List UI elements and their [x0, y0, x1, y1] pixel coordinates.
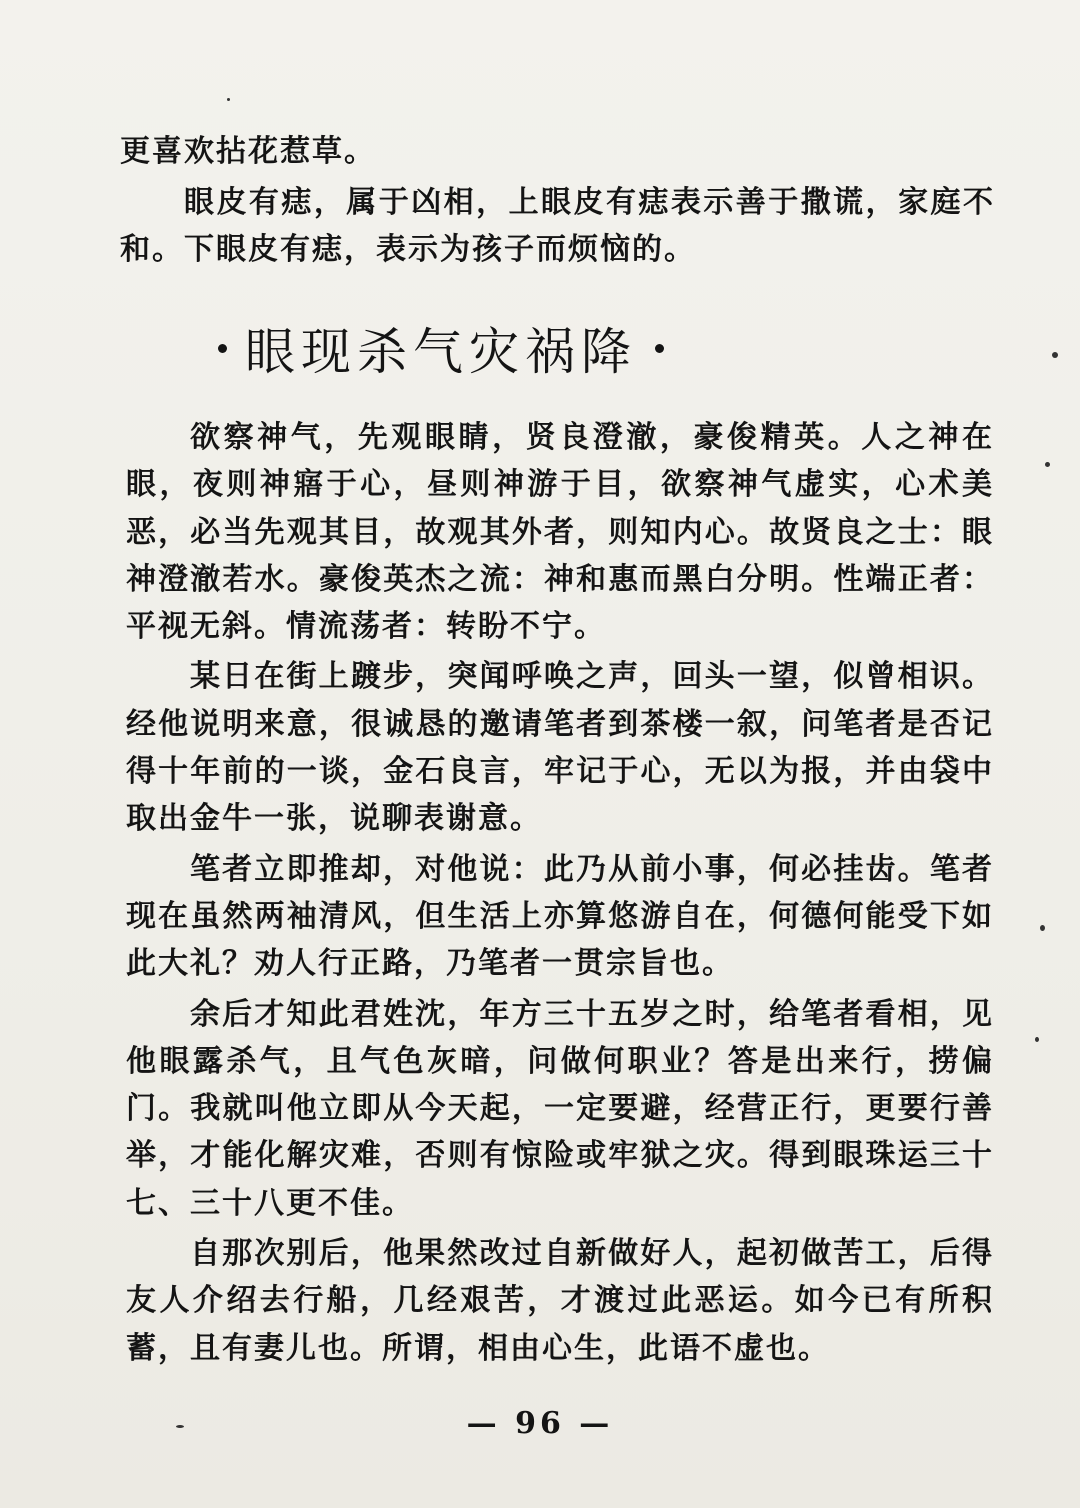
paper-speck — [176, 1425, 184, 1428]
paper-speck — [1040, 925, 1045, 931]
paper-speck — [1045, 462, 1050, 467]
paragraph-eyelid-moles: 眼皮有痣，属于凶相，上眼皮有痣表示善于撒谎，家庭不和。下眼皮有痣，表示为孩子而烦恼的。 — [120, 185, 995, 267]
section-heading — [200, 312, 720, 384]
paragraph-4: 余后才知此君姓沈，年方三十五岁之时，给笔者看相，见他眼露杀气，且气色灰暗，问做何职业？答是出来行，捞偏门。我就叫他立即从今天起，一定要避，经营正行，更要行善举，才能化解灾难，否则有惊险或牢狱之灾。得到眼珠运三十七、三十八更不佳。 — [126, 996, 994, 1221]
heading-dot-left — [218, 344, 227, 353]
page-number: — 96 — — [466, 1406, 614, 1441]
heading-dot-right — [655, 344, 664, 353]
body-text — [126, 414, 994, 1372]
paragraph-3: 笔者立即推却，对他说：此乃从前小事，何必挂齿。笔者现在虽然两袖清风，但生活上亦算悠游自在，何德何能受下如此大礼？劝人行正路，乃笔者一贯宗旨也。 — [126, 851, 994, 982]
top-text — [120, 128, 995, 273]
section-heading-text: 眼现杀气灾祸降 — [245, 323, 637, 381]
paper-speck — [227, 98, 230, 101]
paragraph-5: 自那次别后，他果然改过自新做好人，起初做苦工，后得友人介绍去行船，几经艰苦，才渡过此恶运。如今已有所积蓄，且有妻儿也。所谓，相由心生，此语不虚也。 — [126, 1236, 994, 1366]
paper-speck — [1035, 1037, 1039, 1042]
paragraph-1: 欲察神气，先观眼睛，贤良澄澈，豪俊精英。人之神在眼，夜则神寤于心，昼则神游于目，欲察神气虚实，心术美恶，必当先观其目，故观其外者，则知内心。故贤良之士：眼神澄澈若水。豪俊英杰之流：神和惠而黑白分明。性端正者：平视无斜。情流荡者：转盼不宁。 — [126, 420, 994, 645]
paper-speck — [1052, 352, 1058, 358]
paragraph-continuation: 更喜欢拈花惹草。 — [120, 134, 376, 169]
paragraph-2: 某日在街上踱步，突闻呼唤之声，回头一望，似曾相识。经他说明来意，很诚恳的邀请笔者到茶楼一叙，问笔者是否记得十年前的一谈，金石良言，牢记于心，无以为报，并由袋中取出金牛一张，说聊表谢意。 — [126, 659, 994, 837]
